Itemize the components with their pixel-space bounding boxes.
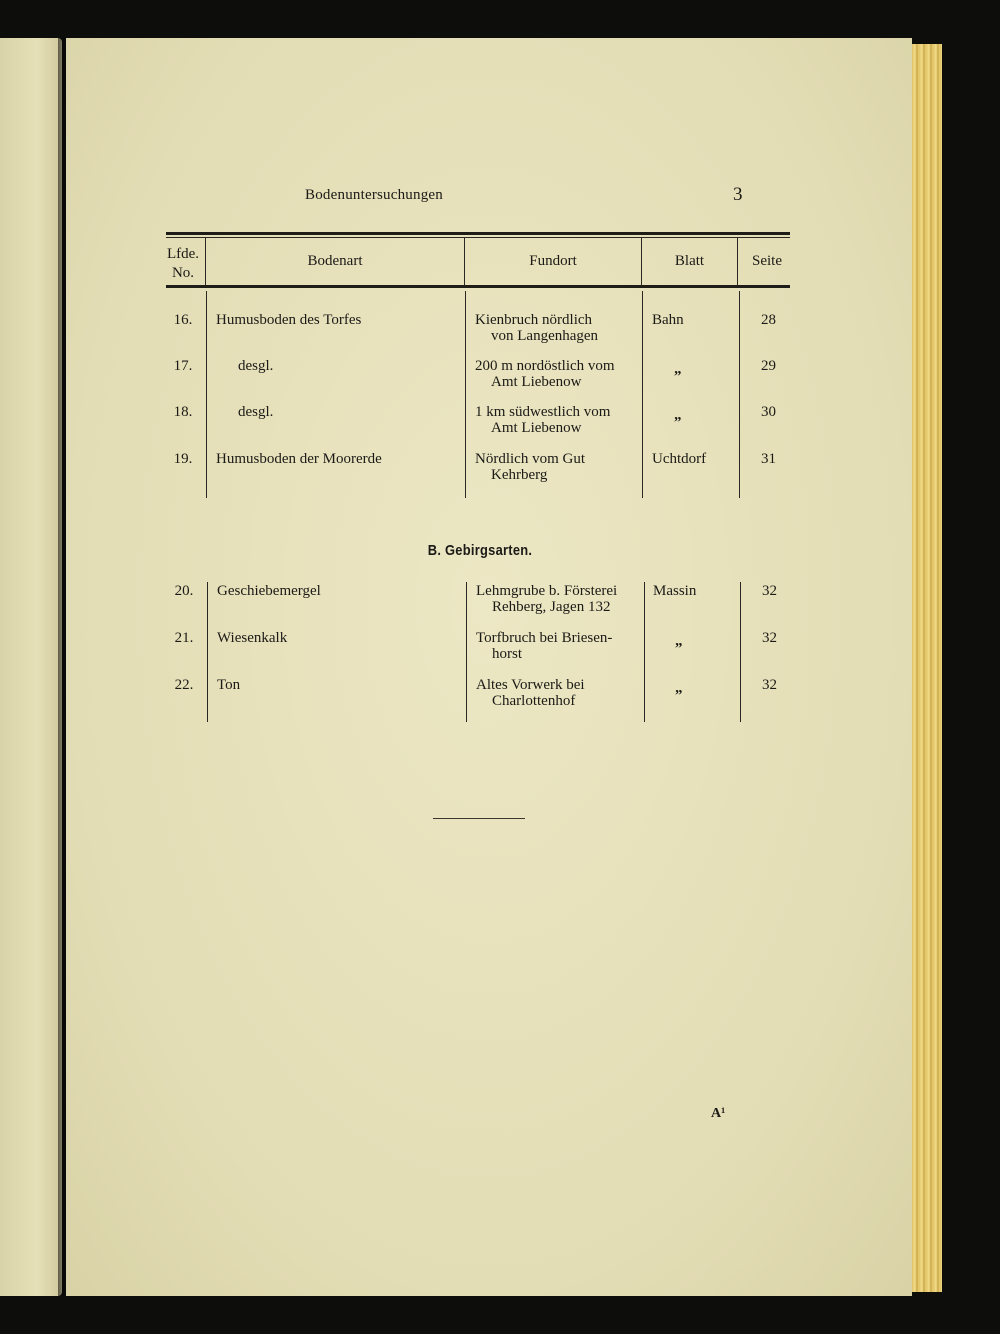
blatt-ditto-mark: „ (675, 633, 683, 649)
bodenart-cell: desgl. (238, 404, 274, 420)
fundort-line: 200 m nordöstlich vom (475, 358, 615, 374)
col-header-lfde-no: Lfde. No. (166, 246, 200, 281)
col-divider (466, 582, 467, 722)
fundort-line: Amt Liebenow (491, 420, 582, 436)
bodenart-cell: Humusboden der Moorerde (216, 451, 382, 467)
blatt-cell: Bahn (652, 312, 684, 328)
col-divider (642, 291, 643, 498)
fundort-line: Amt Liebenow (491, 374, 582, 390)
left-page-edge (0, 38, 62, 1296)
fundort-line: horst (492, 646, 522, 662)
row-number: 19. (173, 451, 193, 467)
fundort-line: Lehmgrube b. Försterei (476, 583, 618, 599)
col-divider (206, 291, 207, 498)
col-header-seite: Seite (752, 253, 782, 269)
blatt-ditto-mark: „ (674, 361, 682, 377)
signature-mark: A¹ (711, 1106, 726, 1121)
seite-cell: 29 (761, 358, 776, 374)
blatt-ditto-mark: „ (675, 680, 683, 696)
row-number: 17. (173, 358, 193, 374)
col-header-bodenart: Bodenart (307, 253, 363, 269)
blatt-ditto-mark: „ (674, 407, 682, 423)
page-number: 3 (733, 184, 743, 205)
col-divider (207, 582, 208, 722)
row-number: 16. (173, 312, 193, 328)
bodenart-cell: desgl. (238, 358, 274, 374)
bodenart-cell: Geschiebemergel (217, 583, 321, 599)
col-divider (465, 291, 466, 498)
col-divider (644, 582, 645, 722)
end-rule (433, 818, 525, 819)
row-number: 22. (174, 677, 194, 693)
row-number: 18. (173, 404, 193, 420)
fundort-line: 1 km südwestlich vom (475, 404, 611, 420)
seite-cell: 32 (762, 630, 777, 646)
seite-cell: 32 (762, 583, 777, 599)
bodenart-cell: Humusboden des Torfes (216, 312, 362, 328)
section-heading: B. Gebirgsarten. (427, 542, 533, 559)
seite-cell: 28 (761, 312, 776, 328)
bodenart-cell: Ton (217, 677, 241, 693)
table-top-rule-thin (166, 237, 790, 238)
page-block-edge (912, 44, 942, 1292)
row-number: 20. (174, 583, 194, 599)
fundort-line: Kehrberg (491, 467, 548, 483)
row-number: 21. (174, 630, 194, 646)
header-bottom-rule (166, 285, 790, 288)
page (66, 38, 912, 1296)
fundort-line: Charlottenhof (492, 693, 576, 709)
fundort-line: Altes Vorwerk bei (476, 677, 585, 693)
bodenart-cell: Wiesenkalk (217, 630, 288, 646)
seite-cell: 32 (762, 677, 777, 693)
fundort-line: von Langenhagen (491, 328, 599, 344)
blatt-cell: Uchtdorf (652, 451, 707, 467)
fundort-line: Rehberg, Jagen 132 (492, 599, 611, 615)
col-divider (740, 582, 741, 722)
table-top-rule (166, 232, 790, 235)
fundort-line: Nördlich vom Gut (475, 451, 585, 467)
blatt-cell: Massin (653, 583, 697, 599)
running-title: Bodenuntersuchungen (305, 187, 443, 203)
fundort-line: Kienbruch nördlich (475, 312, 593, 328)
col-header-blatt: Blatt (674, 253, 705, 269)
col-header-fundort: Fundort (529, 253, 577, 269)
fundort-line: Torfbruch bei Briesen- (476, 630, 613, 646)
seite-cell: 30 (761, 404, 776, 420)
seite-cell: 31 (761, 451, 776, 467)
